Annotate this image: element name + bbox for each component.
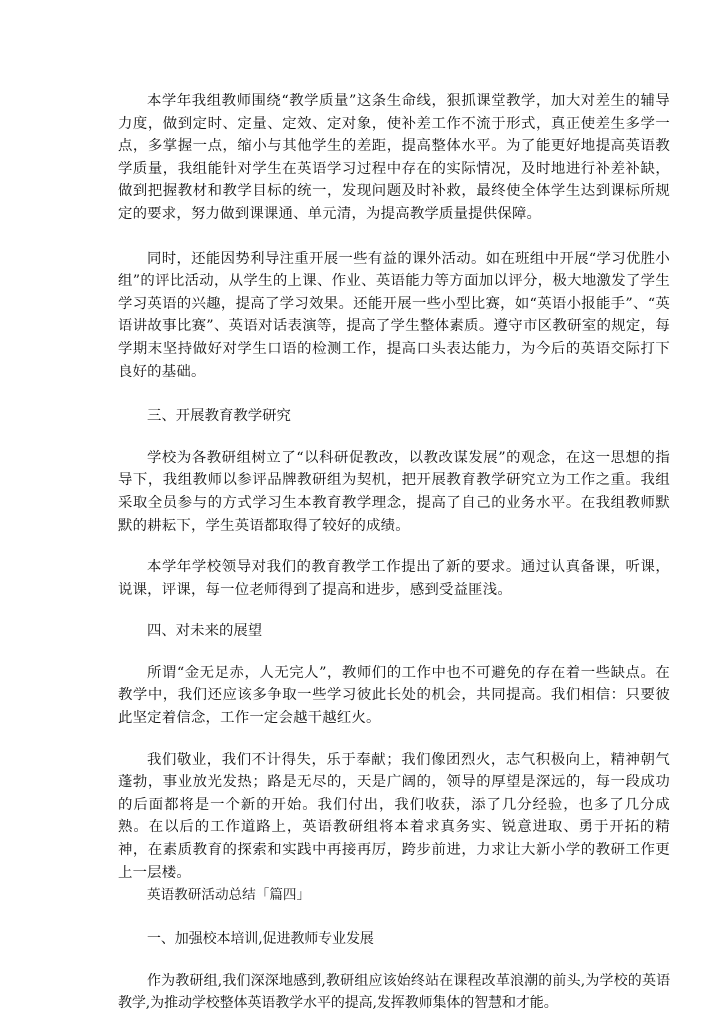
paragraph-training: 作为教研组,我们深深地感到,教研组应该始终站在课程改革浪潮的前头,为学校的英语教学,为推动学校整体英语教学水平的提高,发挥教师集体的智慧和才能。 <box>118 972 670 1012</box>
paragraph-leadership: 本学年学校领导对我们的教育教学工作提出了新的要求。通过认真备课，听课，说课，评课，每一位老师得到了提高和进步，感到受益匪浅。 <box>118 559 670 598</box>
paragraph-dedication: 我们敬业，我们不计得失，乐于奉献；我们像团烈火，志气积极向上，精神朝气蓬勃，事业放光发热；路是无尽的，天是广阔的，领导的厚望是深远的，每一段成功的后面都将是一个新的开始。我们付出，我们收获，添了几分经验，也多了几分成熟。在以后的工作道路上，英语教研组将本着求真务实、锐意进取、勇于开拓的精神，在素质教育的探索和实践中再接再厉，跨步前进，力求让大新小学的教研工作更上一层楼。 <box>118 751 670 881</box>
paragraph-shortcomings: 所谓“金无足赤，人无完人”，教师们的工作中也不可避免的存在着一些缺点。在教学中，我们还应该多争取一些学习彼此长处的机会，共同提高。我们相信：只要彼此坚定着信念，工作一定会越干越红火。 <box>118 664 670 727</box>
section-heading-training: 一、加强校本培训,促进教师专业发展 <box>147 931 374 948</box>
paragraph-extracurricular: 同时，还能因势利导注重开展一些有益的课外活动。如在班组中开展“学习优胜小组”的评比活动，从学生的上课、作业、英语能力等方面加以评分，极大地激发了学生学习英语的兴趣，提高了学习效果。还能开展一些小型比赛，如“英语小报能手”、“英语讲故事比赛”、英语对话表演等，提高了学生整体素质。遵守市区教研室的规定，每学期末坚持做好对学生口语的检测工作，提高口头表达能力，为今后的英语交际打下良好的基础。 <box>118 250 670 380</box>
section-heading-research: 三、开展教育教学研究 <box>147 408 291 425</box>
document-page <box>118 90 670 1015</box>
paragraph-teaching-quality: 本学年我组教师围绕“教学质量”这条生命线，狠抓课堂教学，加大对差生的辅导力度，做到定时、定量、定效、定对象，使补差工作不流于形式，真正使差生多学一点，多掌握一点，缩小与其他学生的差距，提高整体水平。为了能更好地提高英语教学质量，我组能针对学生在英语学习过程中存在的实际情况，及时地进行补差补缺，做到把握教材和教学目标的统一，发现问题及时补救，最终使全体学生达到课标所规定的要求，努力做到课课通、单元清，为提高教学质量提供保障。 <box>118 93 670 222</box>
section-heading-outlook: 四、对未来的展望 <box>147 623 263 640</box>
paragraph-research: 学校为各教研组树立了“以科研促教改，以教改谋发展”的观念，在这一思想的指导下，我组教师以参评品牌教研组为契机，把开展教育教学研究立为工作之重。我组采取全员参与的方式学习生本教育教学理念，提高了自己的业务水平。在我组教师默默的耕耘下，学生英语都取得了较好的成绩。 <box>118 449 670 534</box>
article-subtitle-part-four: 英语教研活动总结「篇四」 <box>147 887 311 904</box>
